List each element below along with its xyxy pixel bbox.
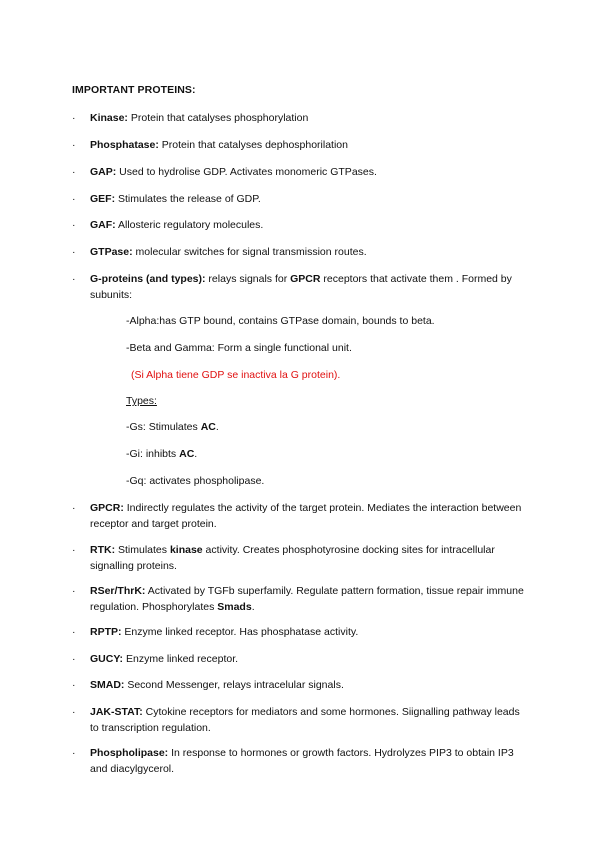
type-gi: [126, 446, 197, 462]
bullet: ·: [72, 585, 76, 597]
term: GAP:: [90, 166, 117, 178]
bullet: ·: [72, 112, 76, 124]
type-text: -Gi: inhibts: [126, 448, 180, 460]
note-red: (Si Alpha tiene GDP se inactiva la G protein).: [131, 369, 341, 381]
bullet: ·: [72, 193, 76, 205]
type-text: .: [194, 448, 198, 460]
definition: Stimulates the release of GDP.: [115, 193, 261, 205]
definition-cont: activity. Creates phosphotyrosine docking sites for intracellular signalling proteins.: [90, 544, 495, 572]
bullet: ·: [72, 139, 76, 151]
bullet: ·: [72, 219, 76, 231]
types-label: Types:: [126, 395, 157, 407]
bold-term: AC: [200, 421, 216, 433]
bullet: ·: [72, 166, 76, 178]
definition: Used to hydrolise GDP. Activates monomeric GTPases.: [116, 166, 377, 178]
term: Phosphatase:: [90, 139, 159, 151]
bullet: ·: [72, 273, 76, 285]
definition: Activated by TGFb superfamily. Regulate pattern formation, tissue repair immune regulation. Phosphorylates: [90, 585, 524, 613]
term: G-proteins (and types):: [90, 273, 206, 285]
definition: Protein that catalyses dephosphorilation: [158, 139, 348, 151]
definition: relays signals for: [205, 273, 291, 285]
type-gq: -Gq: activates phospholipase.: [126, 475, 265, 487]
definition-cont: receptors that activate them . Formed by subunits:: [90, 273, 512, 301]
bold-term: GPCR: [290, 273, 321, 285]
definition: Indirectly regulates the activity of the target protein. Mediates the interaction between receptor and target protein.: [90, 502, 522, 530]
type-text: -Gs: Stimulates: [126, 421, 201, 433]
term: GAF:: [90, 219, 116, 231]
bold-term: AC: [179, 448, 195, 460]
definition: Cytokine receptors for mediators and some hormones. Siignalling pathway leads to transcription regulation.: [90, 706, 520, 734]
definition: Enzyme linked receptor.: [123, 653, 239, 665]
definition: Stimulates: [115, 544, 170, 556]
bullet: ·: [72, 653, 76, 665]
term: RTK:: [90, 544, 116, 556]
bullet: ·: [72, 706, 76, 718]
term: JAK-STAT:: [90, 706, 143, 718]
definition: molecular switches for signal transmission routes.: [132, 246, 367, 258]
definition: Allosteric regulatory molecules.: [115, 219, 264, 231]
definition: Protein that catalyses phosphorylation: [127, 112, 309, 124]
bullet: ·: [72, 544, 76, 556]
type-text: .: [215, 421, 219, 433]
bullet: ·: [72, 502, 76, 514]
term: GUCY:: [90, 653, 124, 665]
bold-term: kinase: [169, 544, 203, 556]
term: RPTP:: [90, 626, 122, 638]
term: GPCR:: [90, 502, 124, 514]
term: Kinase:: [90, 112, 128, 124]
term: SMAD:: [90, 679, 125, 691]
beta-gamma-subunit: -Beta and Gamma: Form a single functional unit.: [126, 342, 352, 354]
bullet: ·: [72, 246, 76, 258]
bullet: ·: [72, 679, 76, 691]
alpha-subunit: -Alpha:has GTP bound, contains GTPase domain, bounds to beta.: [126, 315, 435, 327]
bullet: ·: [72, 626, 76, 638]
bold-term: Smads: [217, 601, 252, 613]
term: RSer/ThrK:: [90, 585, 146, 597]
term: Phospholipase:: [90, 747, 169, 759]
type-gs: [126, 419, 219, 435]
page-title: IMPORTANT PROTEINS:: [72, 84, 196, 96]
definition: In response to hormones or growth factors. Hydrolyzes PIP3 to obtain IP3 and diacylgycerol.: [90, 747, 514, 775]
term: GEF:: [90, 193, 116, 205]
definition: Enzyme linked receptor. Has phosphatase activity.: [121, 626, 359, 638]
definition-cont: .: [251, 601, 255, 613]
definition: Second Messenger, relays intracelular signals.: [124, 679, 344, 691]
term: GTPase:: [90, 246, 133, 258]
bullet: ·: [72, 747, 76, 759]
